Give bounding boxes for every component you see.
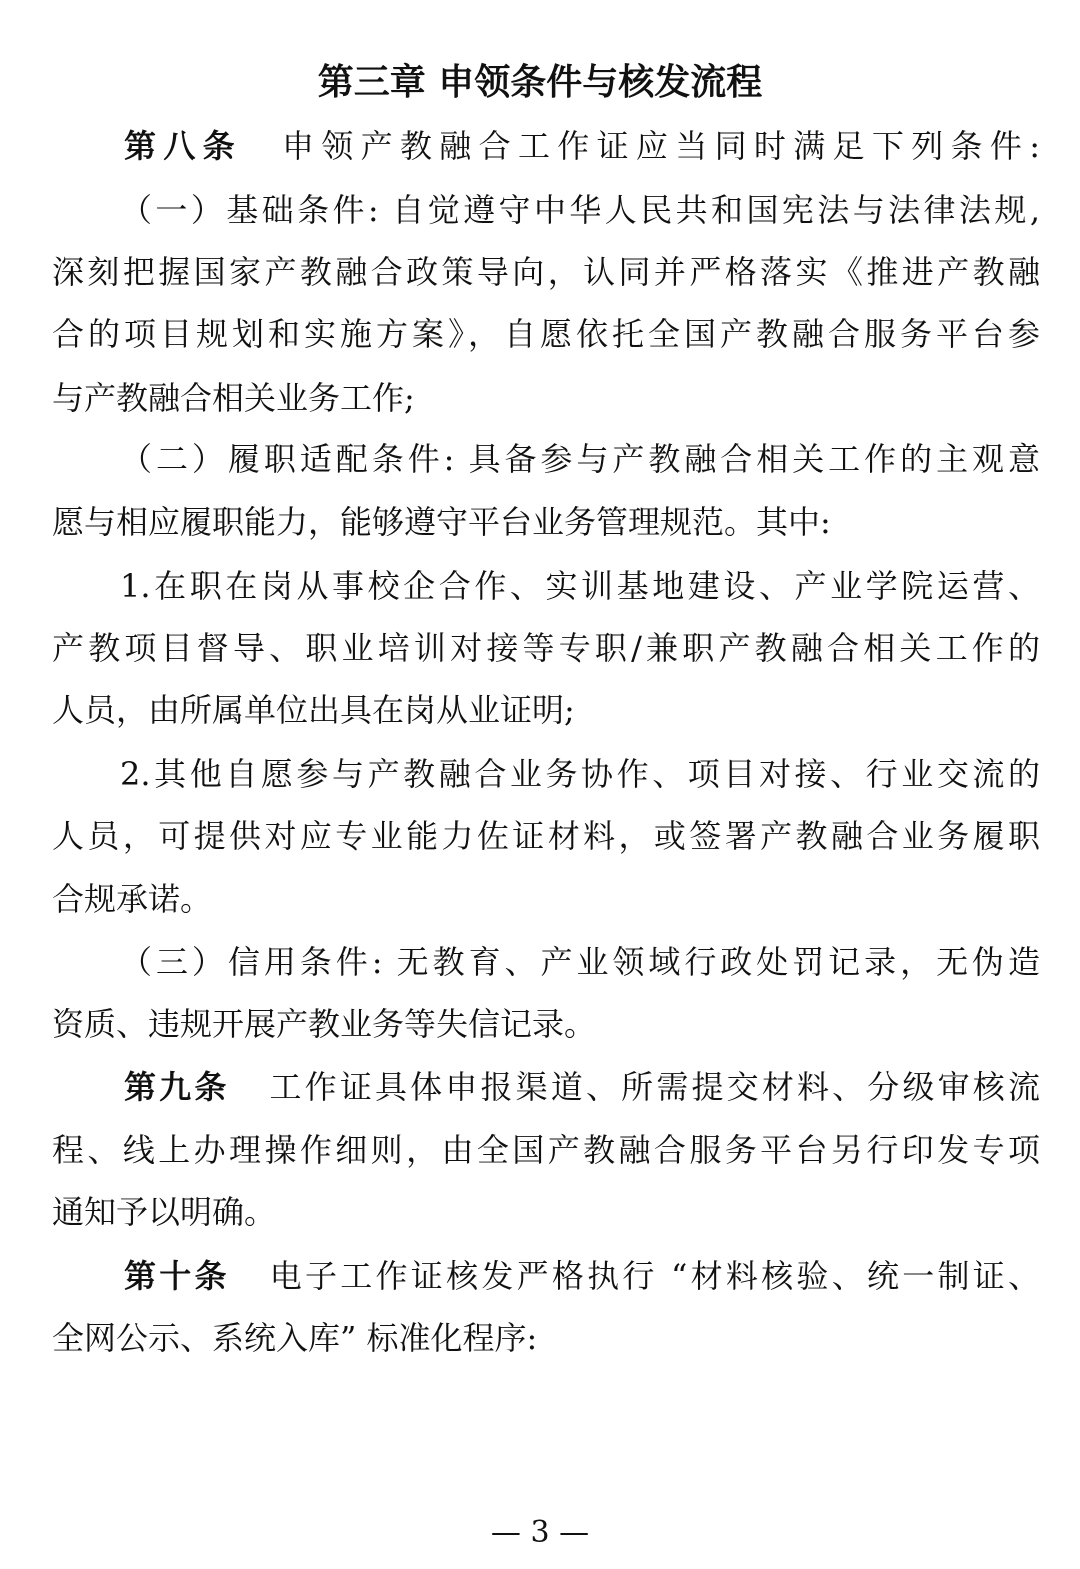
sub-2-line-2: 人员，可提供对应专业能力佐证材料，或签署产教融合业务履职 — [52, 817, 1040, 855]
article-9-line-1 — [124, 1065, 1040, 1109]
chapter-title: 第三章 申领条件与核发流程 — [317, 61, 763, 103]
article-10-line-2: 全网公示、系统入库” 标准化程序: — [52, 1319, 538, 1357]
item-1-line-2: 深刻把握国家产教融合政策导向，认同并严格落实《推进产教融 — [52, 253, 1040, 291]
article-10-line-1 — [124, 1254, 1040, 1298]
article-8-line-1 — [124, 124, 1040, 168]
item-3-line-1: （三）信用条件: 无教育、产业领域行政处罚记录，无伪造 — [120, 943, 1040, 981]
article-8-text: 申领产教融合工作证应当同时满足下列条件: — [281, 127, 1040, 165]
item-1-line-4: 与产教融合相关业务工作; — [52, 379, 415, 417]
article-10-label: 第十条 — [124, 1257, 230, 1295]
article-10-text: 电子工作证核发严格执行 “材料核验、统一制证、 — [269, 1257, 1040, 1295]
sub-2-line-1: 2.其他自愿参与产教融合业务协作、项目对接、行业交流的 — [120, 755, 1040, 793]
sub-1-line-3: 人员，由所属单位出具在岗从业证明; — [52, 691, 575, 729]
article-9-line-2: 程、线上办理操作细则，由全国产教融合服务平台另行印发专项 — [52, 1131, 1040, 1169]
article-9-label: 第九条 — [124, 1068, 230, 1106]
sub-1-line-2: 产教项目督导、职业培训对接等专职/兼职产教融合相关工作的 — [52, 629, 1040, 667]
page-number: — 3 — — [490, 1515, 590, 1550]
item-1-line-1: （一）基础条件: 自觉遵守中华人民共和国宪法与法律法规, — [120, 191, 1040, 229]
item-3-line-2: 资质、违规开展产教业务等失信记录。 — [52, 1005, 597, 1043]
item-2-line-2: 愿与相应履职能力，能够遵守平台业务管理规范。其中: — [52, 503, 831, 541]
article-9-text: 工作证具体申报渠道、所需提交材料、分级审核流 — [269, 1068, 1040, 1106]
article-9-line-3: 通知予以明确。 — [52, 1193, 277, 1231]
sub-1-line-1: 1.在职在岗从事校企合作、实训基地建设、产业学院运营、 — [120, 567, 1040, 605]
sub-2-line-3: 合规承诺。 — [52, 880, 213, 918]
item-1-line-3: 合的项目规划和实施方案》，自愿依托全国产教融合服务平台参 — [52, 315, 1040, 353]
item-2-line-1: （二）履职适配条件: 具备参与产教融合相关工作的主观意 — [120, 440, 1040, 478]
article-8-label: 第八条 — [124, 127, 242, 165]
